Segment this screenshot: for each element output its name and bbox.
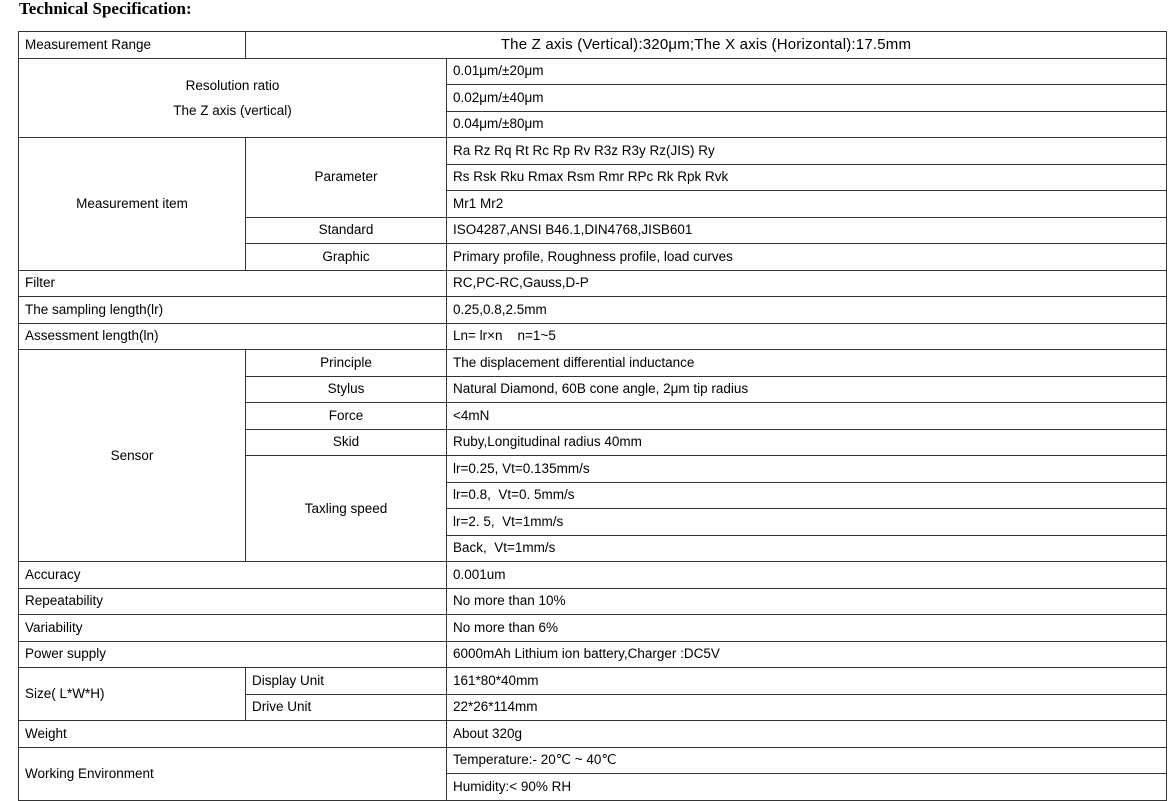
resolution-value: 0.02μm/±40μm (447, 85, 1167, 112)
sampling-length-label: The sampling length(lr) (19, 297, 447, 324)
resolution-label (19, 58, 447, 138)
table-row (19, 588, 1167, 615)
measurement-item-label: Measurement item (19, 138, 246, 271)
parameter-label: Parameter (246, 138, 447, 218)
working-environment-label: Working Environment (19, 747, 447, 800)
principle-value: The displacement differential inductance (447, 350, 1167, 377)
stylus-label: Stylus (246, 376, 447, 403)
assessment-length-label: Assessment length(ln) (19, 323, 447, 350)
repeatability-label: Repeatability (19, 588, 447, 615)
taxling-speed-value: lr=2. 5, Vt=1mm/s (447, 509, 1167, 536)
table-row (19, 721, 1167, 748)
parameter-value: Mr1 Mr2 (447, 191, 1167, 218)
table-row (19, 641, 1167, 668)
principle-label: Principle (246, 350, 447, 377)
drive-unit-value: 22*26*114mm (447, 694, 1167, 721)
page-title: Technical Specification: (19, 0, 192, 18)
filter-label: Filter (19, 270, 447, 297)
spec-table (18, 31, 1167, 801)
accuracy-label: Accuracy (19, 562, 447, 589)
force-label: Force (246, 403, 447, 430)
resolution-value: 0.01μm/±20μm (447, 58, 1167, 85)
assessment-length-value: Ln= lr×n n=1~5 (447, 323, 1167, 350)
taxling-speed-value: Back, Vt=1mm/s (447, 535, 1167, 562)
sampling-length-value: 0.25,0.8,2.5mm (447, 297, 1167, 324)
table-row (19, 270, 1167, 297)
table-row (19, 747, 1167, 774)
standard-label: Standard (246, 217, 447, 244)
temperature-value: Temperature:- 20℃ ~ 40℃ (447, 747, 1167, 774)
table-row (19, 32, 1167, 59)
weight-label: Weight (19, 721, 447, 748)
taxling-speed-value: lr=0.25, Vt=0.135mm/s (447, 456, 1167, 483)
display-unit-value: 161*80*40mm (447, 668, 1167, 695)
humidity-value: Humidity:< 90% RH (447, 774, 1167, 801)
table-row (19, 668, 1167, 695)
skid-value: Ruby,Longitudinal radius 40mm (447, 429, 1167, 456)
variability-label: Variability (19, 615, 447, 642)
parameter-value: Rs Rsk Rku Rmax Rsm Rmr RPc Rk Rpk Rvk (447, 164, 1167, 191)
power-supply-value: 6000mAh Lithium ion battery,Charger :DC5V (447, 641, 1167, 668)
parameter-value: Ra Rz Rq Rt Rc Rp Rv R3z R3y Rz(JIS) Ry (447, 138, 1167, 165)
power-supply-label: Power supply (19, 641, 447, 668)
resolution-value: 0.04μm/±80μm (447, 111, 1167, 138)
taxling-speed-label: Taxling speed (246, 456, 447, 562)
display-unit-label: Display Unit (246, 668, 447, 695)
table-row (19, 297, 1167, 324)
variability-value: No more than 6% (447, 615, 1167, 642)
standard-value: ISO4287,ANSI B46.1,DIN4768,JISB601 (447, 217, 1167, 244)
graphic-label: Graphic (246, 244, 447, 271)
resolution-label-line1: Resolution ratio (185, 77, 280, 93)
table-row (19, 138, 1167, 165)
skid-label: Skid (246, 429, 447, 456)
table-row (19, 615, 1167, 642)
force-value: <4mN (447, 403, 1167, 430)
measurement-range-label: Measurement Range (19, 32, 246, 59)
table-row (19, 58, 1167, 85)
stylus-value: Natural Diamond, 60B cone angle, 2μm tip radius (447, 376, 1167, 403)
table-row (19, 350, 1167, 377)
accuracy-value: 0.001um (447, 562, 1167, 589)
repeatability-value: No more than 10% (447, 588, 1167, 615)
taxling-speed-value: lr=0.8, Vt=0. 5mm/s (447, 482, 1167, 509)
table-row (19, 562, 1167, 589)
graphic-value: Primary profile, Roughness profile, load curves (447, 244, 1167, 271)
sensor-label: Sensor (19, 350, 246, 562)
resolution-label-line2: The Z axis (vertical) (173, 102, 292, 118)
filter-value: RC,PC-RC,Gauss,D-P (447, 270, 1167, 297)
measurement-range-value: The Z axis (Vertical):320μm;The X axis (Horizontal):17.5mm (246, 32, 1167, 59)
size-label: Size( L*W*H) (19, 668, 246, 721)
drive-unit-label: Drive Unit (246, 694, 447, 721)
weight-value: About 320g (447, 721, 1167, 748)
table-row (19, 323, 1167, 350)
